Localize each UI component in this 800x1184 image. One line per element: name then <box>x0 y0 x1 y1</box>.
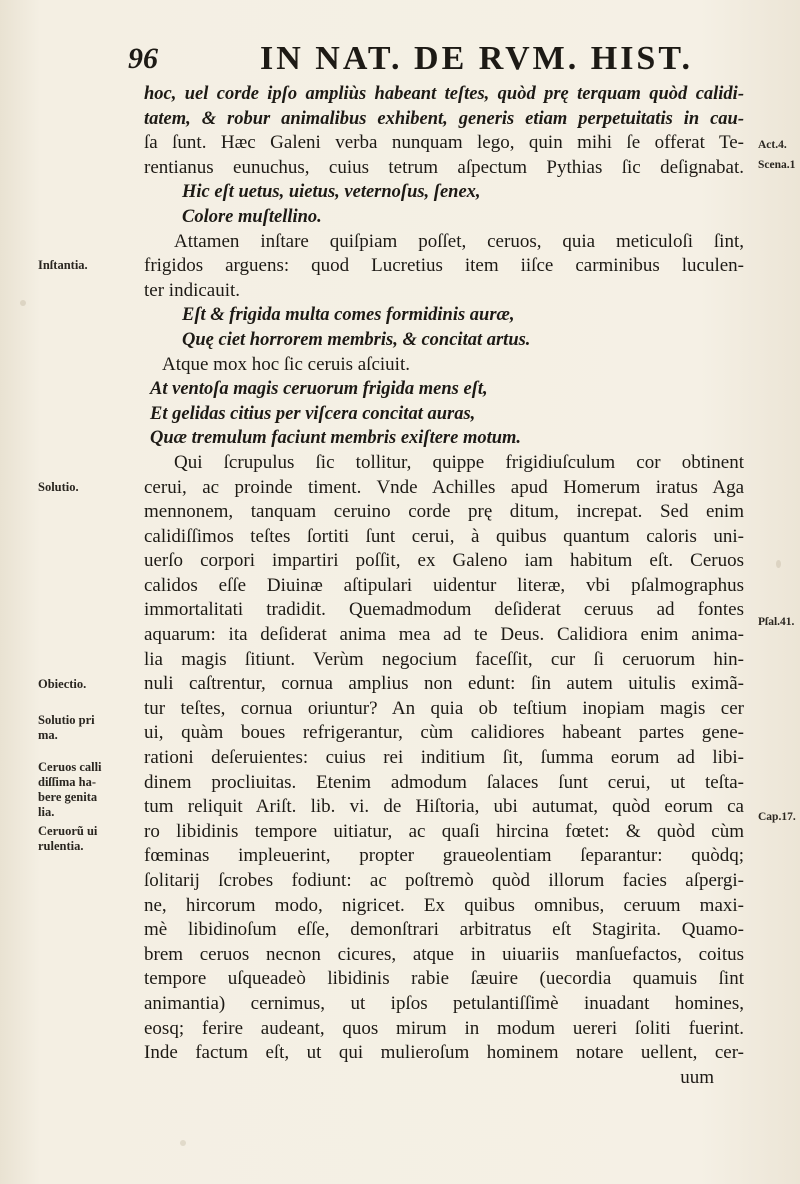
verse-line: Et gelidas citius per viſcera concitat auras, <box>150 403 476 424</box>
text-line: ui, quàm boues refrigerantur, cùm calidiores habeant partes gene- <box>144 722 744 744</box>
text-line: mè libidinoſum eſſe, demonſtrari arbitratus eſt Stagirita. Quamo- <box>144 919 744 941</box>
margin-note-solutio-prima: Solutio pri ma. <box>38 713 95 742</box>
text-line: hoc, uel corde ipſo ampliùs habeant teſtes, quòd prę terquam quòd calidi- <box>144 84 744 104</box>
verse-line: Colore muſtellino. <box>182 206 322 227</box>
verse-line: Eſt & frigida multa comes formidinis auræ, <box>182 305 515 326</box>
page-number: 96 <box>128 42 158 75</box>
ink-speck <box>776 560 781 568</box>
text-line: tur teſtes, cornua oriuntur? An quia ob teſtium inopiam magis cer <box>144 697 744 719</box>
margin-note-obiectio: Obiectio. <box>38 677 87 691</box>
text-line: animantia) cernimus, ut ipſos petulantiſſimè inuadant homines, <box>144 992 744 1014</box>
text-line: ter indicauit. <box>144 279 241 301</box>
text-line: ne, hircorum modo, nigricet. Ex quibus omnibus, ceruum maxi- <box>144 894 744 916</box>
text-line: nuli caſtrentur, cornua amplius non edunt: ſin autem uitulis eximã- <box>144 673 744 695</box>
text-line: rationi deſeruientes: cuius rei inditium ſit, ſumma eorum ad libi- <box>144 747 744 769</box>
text-line: Atque mox hoc ſic ceruis aſciuit. <box>162 353 410 375</box>
text-line: Attamen inſtare quiſpiam poſſet, ceruos, quia meticuloſi ſint, <box>174 230 744 252</box>
text-line: immortalitati tradidit. Quemadmodum deſiderat ceruus ad fontes <box>144 599 744 621</box>
text-line: tempore uſqueadeò libidinis rabie ſæuire (uecordia quamuis ſint <box>144 968 744 990</box>
text-line: Qui ſcrupulus ſic tollitur, quippe frigidiuſculum cor obtinent <box>174 451 744 473</box>
text-line: uerſo corpori impartiri poſſit, ex Galeno iam habitum eſt. Ceruos <box>144 550 744 572</box>
text-line: ro libidinis tempore uitiatur, ac quaſi hircina fœtet: & quòd cùm <box>144 820 744 842</box>
text-line: ſolitarij ſcrobes fodiunt: ac poſtremò quòd illorum facies aſpergi- <box>144 870 744 891</box>
verse-line: Hic eſt uetus, uietus, veternoſus, ſenex, <box>182 182 481 203</box>
text-line: dinem procliuitas. Etenim admodum ſalaces ſunt cerui, ut teſta- <box>144 771 744 793</box>
text-line: tatem, & robur animalibus exhibent, generis etiam perpetuitatis in cau- <box>144 108 744 129</box>
text-line: fœminas impleuerint, propter graueolentiam ſeparantur: quòdq; <box>144 845 744 867</box>
ink-speck <box>180 1140 186 1146</box>
text-line: calidiſſimos teſtes ſortiti ſunt cerui, à quibus quantum caloris uni- <box>144 525 744 547</box>
text-line: cerui, ac proinde timent. Vnde Achilles apud Homerum iratus Aga <box>144 476 744 498</box>
text-line: aquarum: ita deſiderat anima mea ad te Deus. Calidiora enim anima- <box>144 624 744 646</box>
margin-note-instantia: Inſtantia. <box>38 258 88 272</box>
text-line: eosq; ferire audeant, quos mirum in modum uereri ſoliti fuerint. <box>144 1017 744 1039</box>
text-line: brem ceruos necnon cicures, atque in uiuariis manſuefactos, coitus <box>144 943 744 965</box>
margin-note-cap: Cap.17. <box>758 811 796 823</box>
main-text <box>144 82 744 1090</box>
text-line: lia magis ſitiunt. Verùm negocium faceſſit, cur ſi ceruorum hin- <box>144 648 744 670</box>
text-line: calidos eſſe Diuinæ aſtipulari uidentur literæ, vbi pſalmographus <box>144 574 744 596</box>
verse-line: Quę ciet horrorem membris, & concitat artus. <box>182 329 531 350</box>
text-line: ſa ſunt. Hæc Galeni verba nunquam lego, quin mihi ſe offerat Te- <box>144 132 744 154</box>
text-line: rentianus eunuchus, cuius tetrum aſpectum Pythias ſic deſignabat. <box>144 156 744 178</box>
margin-note-scena: Scena.1 <box>758 159 796 171</box>
text-line: tum reliquit Ariſt. lib. vi. de Hiſtoria, ubi autumat, quòd eorum ca <box>144 796 744 818</box>
text-line: frigidos arguens: quod Lucretius item iiſce carminibus luculen- <box>144 255 744 277</box>
text-line: Inde factum eſt, ut qui mulieroſum hominem notare uellent, cer- <box>144 1042 744 1064</box>
margin-note-act: Act.4. <box>758 139 787 151</box>
verse-line: At ventoſa magis ceruorum frigida mens eſt, <box>150 379 488 400</box>
catchword: uum <box>680 1066 714 1088</box>
margin-note-ceruorum: Ceruorũ ui rulentia. <box>38 824 98 853</box>
margin-note-solutio: Solutio. <box>38 480 79 494</box>
text-line: mennonem, tanquam ceruino corde prę ditum, increpat. Sed enim <box>144 501 744 523</box>
verse-line: Quæ tremulum faciunt membris exiſtere motum. <box>150 428 522 449</box>
margin-note-ceruos-calli: Ceruos calli diſſima ha- bere genita lia. <box>38 760 102 819</box>
running-title: IN NAT. DE RVM. HIST. <box>260 40 693 77</box>
margin-note-psal: Pſal.41. <box>758 616 795 628</box>
ink-speck <box>20 300 26 306</box>
